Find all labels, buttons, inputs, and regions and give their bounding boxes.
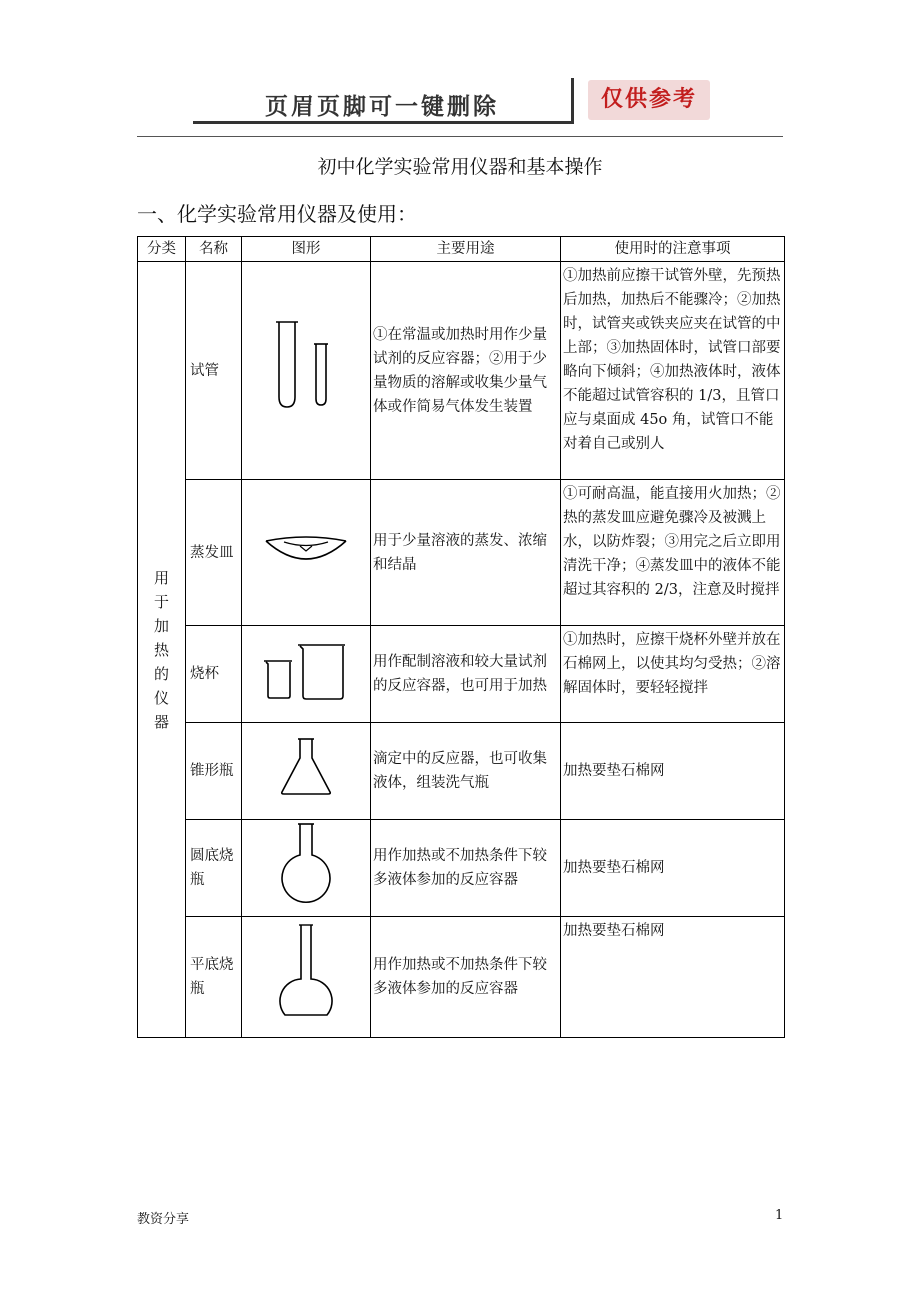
flat-bottom-flask-icon [271, 921, 341, 1025]
table-row [138, 723, 785, 820]
instrument-table [137, 236, 785, 1038]
table-row [138, 917, 785, 1038]
instrument-name: 试管 [186, 262, 242, 480]
usage-cell: 用作加热或不加热条件下较多液体参加的反应容器 [371, 917, 561, 1038]
table-row [138, 626, 785, 723]
conical-flask-icon [276, 736, 336, 798]
section-heading: 一、化学实验常用仪器及使用： [137, 202, 417, 226]
usage-cell: 用于少量溶液的蒸发、浓缩和结晶 [371, 480, 561, 626]
column-header: 图形 [242, 237, 371, 262]
notes-cell: ①可耐高温，能直接用火加热；②热的蒸发皿应避免骤冷及被溅上水，以防炸裂；③用完之后立即用清洗干净；④蒸发皿中的液体不能超过其容积的 2/3，注意及时搅拌 [561, 480, 785, 626]
column-header: 使用时的注意事项 [561, 237, 785, 262]
instrument-name: 锥形瓶 [186, 723, 242, 820]
figure-cell [242, 723, 371, 820]
notes-cell: 加热要垫石棉网 [561, 820, 785, 917]
banner-reference-stamp: 仅供参考 [588, 80, 710, 120]
notes-cell: ①加热前应擦干试管外壁，先预热后加热，加热后不能骤冷；②加热时，试管夹或铁夹应夹在试管的中上部；③加热固体时，试管口部要略向下倾斜；④加热液体时，液体不能超过试管容积的 1/3，且管口应与桌面成 45o 角，试管口不能对着自己或别人 [561, 262, 785, 480]
usage-cell: 用作加热或不加热条件下较多液体参加的反应容器 [371, 820, 561, 917]
banner-divider [571, 78, 574, 124]
notes-cell: 加热要垫石棉网 [561, 917, 785, 1038]
header-rule [137, 136, 783, 137]
instrument-name: 烧杯 [186, 626, 242, 723]
figure-cell [242, 480, 371, 626]
category-label: 用于加热的仪器 [153, 568, 169, 731]
usage-cell: 用作配制溶液和较大量试剂的反应容器，也可用于加热 [371, 626, 561, 723]
table-row [138, 262, 785, 480]
page-number: 1 [775, 1208, 784, 1223]
usage-cell: 滴定中的反应器，也可收集液体，组装洗气瓶 [371, 723, 561, 820]
evaporating-dish-icon [256, 529, 356, 569]
instrument-name: 圆底烧瓶 [186, 820, 242, 917]
round-bottom-flask-icon [271, 821, 341, 907]
test-tube-icon [261, 317, 351, 417]
usage-cell: ①在常温或加热时用作少量试剂的反应容器；②用于少量物质的溶解或收集少量气体或作简易气体发生装置 [371, 262, 561, 480]
figure-cell [242, 917, 371, 1038]
column-header: 名称 [186, 237, 242, 262]
column-header: 主要用途 [371, 237, 561, 262]
column-header: 分类 [138, 237, 186, 262]
document-title: 初中化学实验常用仪器和基本操作 [317, 156, 603, 178]
header-banner [193, 78, 723, 126]
figure-cell [242, 626, 371, 723]
footer-left-text: 教资分享 [137, 1212, 190, 1227]
figure-cell [242, 820, 371, 917]
table-header-row [138, 237, 785, 262]
instrument-name: 蒸发皿 [186, 480, 242, 626]
beaker-icon [256, 638, 356, 703]
notes-cell: ①加热时，应擦干烧杯外壁并放在石棉网上，以使其均匀受热；②溶解固体时，要轻轻搅拌 [561, 626, 785, 723]
banner-underline [193, 121, 573, 124]
table-row [138, 820, 785, 917]
category-cell [138, 262, 186, 1038]
notes-cell: 加热要垫石棉网 [561, 723, 785, 820]
instrument-name: 平底烧瓶 [186, 917, 242, 1038]
banner-left-text: 页眉页脚可一键删除 [265, 94, 499, 120]
figure-cell [242, 262, 371, 480]
table-row [138, 480, 785, 626]
